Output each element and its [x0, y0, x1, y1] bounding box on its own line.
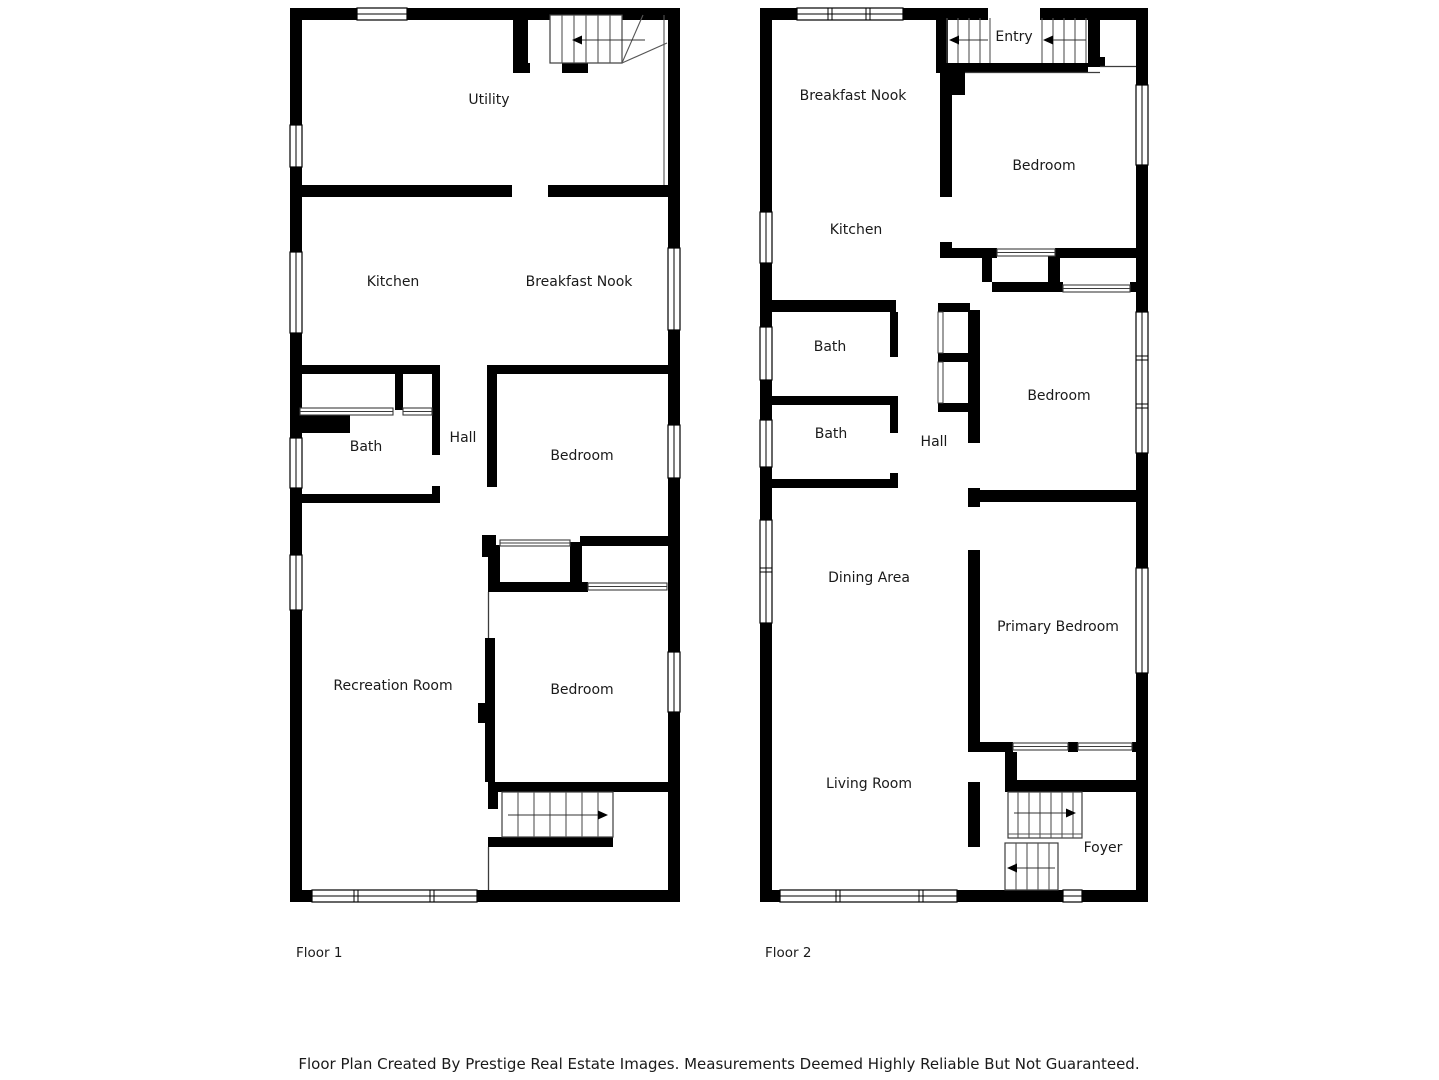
window	[760, 420, 772, 467]
room-label-bedroom-middle: Bedroom	[1027, 388, 1091, 404]
floor2-room-labels	[800, 29, 1123, 856]
floor1-staircase-upper	[550, 15, 667, 185]
room-label-hall: Hall	[449, 430, 477, 446]
window	[1063, 890, 1082, 902]
room-label-hall: Hall	[920, 434, 948, 450]
floor1-room-labels	[333, 92, 633, 698]
room-label-bedroom-lower: Bedroom	[550, 682, 614, 698]
room-label-bedroom-upper: Bedroom	[550, 448, 614, 464]
floor1-walls	[290, 8, 680, 902]
window	[668, 652, 680, 712]
stair-direction-arrow	[949, 36, 959, 45]
room-label-kitchen: Kitchen	[829, 222, 883, 238]
window	[780, 890, 957, 902]
room-label-bedroom-upper: Bedroom	[1012, 158, 1076, 174]
room-label-primary-bedroom: Primary Bedroom	[997, 619, 1119, 635]
room-label-dining-area: Dining Area	[828, 570, 910, 586]
room-label-living-room: Living Room	[826, 776, 912, 792]
stair-direction-arrow	[1043, 36, 1053, 45]
floor1-caption: Floor 1	[296, 945, 343, 961]
floor2-windows	[760, 8, 1148, 902]
window	[312, 890, 477, 902]
window	[290, 555, 302, 610]
room-label-bath: Bath	[349, 439, 383, 455]
floor1-staircase-lower	[502, 792, 613, 837]
window	[357, 8, 407, 20]
room-label-breakfast-nook: Breakfast Nook	[525, 274, 633, 290]
floor1-plan	[290, 8, 680, 902]
room-label-breakfast-nook: Breakfast Nook	[799, 88, 907, 104]
room-label-bath-lower: Bath	[814, 426, 848, 442]
window	[290, 125, 302, 167]
floor2-plan	[760, 8, 1148, 902]
footer-credit-text: Floor Plan Created By Prestige Real Estate Images. Measurements Deemed Highly Reliable But Not Guaranteed.	[298, 1055, 1140, 1073]
floor2-foyer-stairs	[1005, 792, 1082, 890]
window	[290, 252, 302, 333]
room-label-bath-upper: Bath	[813, 339, 847, 355]
window	[760, 212, 772, 263]
window	[1136, 568, 1148, 673]
floor2-caption: Floor 2	[765, 945, 812, 961]
room-label-kitchen: Kitchen	[366, 274, 420, 290]
window	[760, 520, 772, 623]
window	[760, 327, 772, 380]
room-label-recreation-room: Recreation Room	[333, 678, 453, 694]
window	[290, 438, 302, 488]
window	[797, 8, 903, 20]
window	[1136, 312, 1148, 453]
room-label-utility: Utility	[468, 92, 510, 108]
window	[1136, 85, 1148, 165]
room-label-foyer: Foyer	[1083, 840, 1123, 856]
floor2-walls	[760, 8, 1148, 902]
room-label-entry: Entry	[995, 29, 1033, 45]
window	[668, 248, 680, 330]
window	[668, 425, 680, 478]
